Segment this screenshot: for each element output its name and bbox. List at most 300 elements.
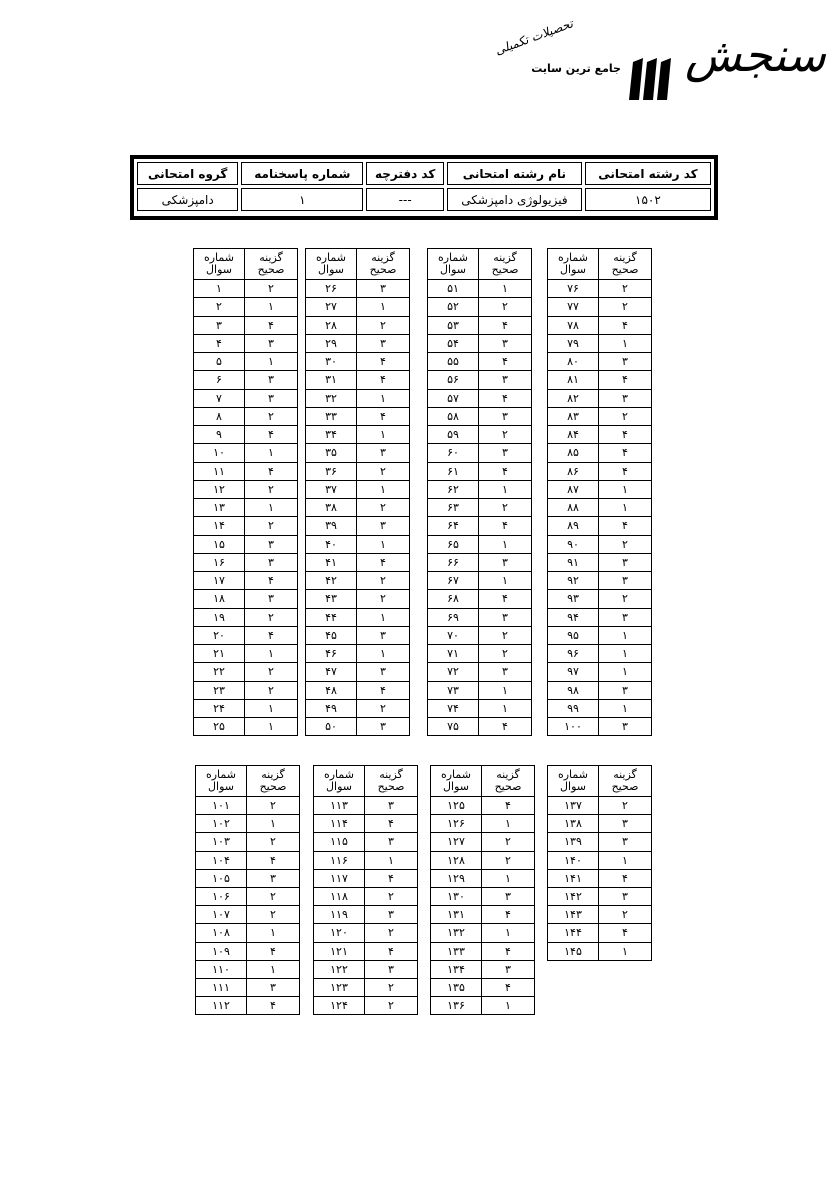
table-row <box>194 718 298 736</box>
correct-answer: ۴ <box>482 978 535 996</box>
correct-answer: ۴ <box>599 462 652 480</box>
table-row <box>314 906 418 924</box>
table-row <box>428 699 532 717</box>
table-row <box>194 608 298 626</box>
header-booklet-code: کد دفترچه <box>366 162 444 185</box>
question-number: ۱۲۵ <box>431 797 482 815</box>
table-row <box>306 535 410 553</box>
question-number: ۶۲ <box>428 480 479 498</box>
table-row <box>306 444 410 462</box>
question-number: ۷۱ <box>428 645 479 663</box>
table-row <box>431 887 535 905</box>
table-row <box>306 608 410 626</box>
question-number: ۹۶ <box>548 645 599 663</box>
table-row <box>548 718 652 736</box>
question-number: ۱۳۹ <box>548 833 599 851</box>
table-row <box>548 608 652 626</box>
correct-answer: ۴ <box>482 906 535 924</box>
table-row <box>306 572 410 590</box>
question-number: ۱۰۹ <box>196 942 247 960</box>
column-header-correct-answer: گزینه صحیح <box>482 766 535 797</box>
table-row <box>431 797 535 815</box>
question-number: ۹۴ <box>548 608 599 626</box>
correct-answer: ۳ <box>479 407 532 425</box>
correct-answer: ۱ <box>247 960 300 978</box>
question-number: ۱۲۷ <box>431 833 482 851</box>
correct-answer: ۳ <box>357 444 410 462</box>
question-number: ۱۷ <box>194 572 245 590</box>
header-field-code: کد رشته امتحانی <box>585 162 711 185</box>
correct-answer: ۴ <box>482 942 535 960</box>
table-row <box>548 869 652 887</box>
question-number: ۹۷ <box>548 663 599 681</box>
question-number: ۱۲۲ <box>314 960 365 978</box>
correct-answer: ۴ <box>245 316 298 334</box>
correct-answer: ۴ <box>599 316 652 334</box>
correct-answer: ۳ <box>599 815 652 833</box>
table-row <box>428 499 532 517</box>
correct-answer: ۱ <box>599 626 652 644</box>
table-row <box>428 718 532 736</box>
table-row <box>306 517 410 535</box>
question-number: ۸۲ <box>548 389 599 407</box>
correct-answer: ۳ <box>479 371 532 389</box>
correct-answer: ۱ <box>479 535 532 553</box>
table-row <box>196 815 300 833</box>
table-row <box>548 924 652 942</box>
question-number: ۳۹ <box>306 517 357 535</box>
question-number: ۱۴۲ <box>548 887 599 905</box>
table-row <box>548 426 652 444</box>
question-number: ۳۸ <box>306 499 357 517</box>
table-row <box>306 280 410 298</box>
question-number: ۱۱۱ <box>196 978 247 996</box>
question-number: ۱۰۰ <box>548 718 599 736</box>
correct-answer: ۲ <box>247 887 300 905</box>
table-row <box>428 298 532 316</box>
table-row <box>428 553 532 571</box>
correct-answer: ۳ <box>245 371 298 389</box>
table-row <box>306 590 410 608</box>
correct-answer: ۱ <box>357 389 410 407</box>
correct-answer: ۱ <box>599 480 652 498</box>
table-row <box>306 389 410 407</box>
header-answer-sheet-number: شماره پاسخنامه <box>241 162 363 185</box>
table-row <box>428 353 532 371</box>
table-row <box>548 444 652 462</box>
correct-answer: ۱ <box>479 280 532 298</box>
correct-answer: ۳ <box>599 718 652 736</box>
table-row <box>196 924 300 942</box>
question-number: ۶۰ <box>428 444 479 462</box>
correct-answer: ۳ <box>245 553 298 571</box>
correct-answer: ۲ <box>357 316 410 334</box>
question-number: ۱۳۲ <box>431 924 482 942</box>
question-number: ۱۰۶ <box>196 887 247 905</box>
question-number: ۱۰۳ <box>196 833 247 851</box>
table-row <box>196 942 300 960</box>
correct-answer: ۳ <box>357 718 410 736</box>
correct-answer: ۳ <box>357 517 410 535</box>
table-row <box>548 334 652 352</box>
question-number: ۱۲ <box>194 480 245 498</box>
question-number: ۱۰۸ <box>196 924 247 942</box>
question-number: ۱۰۴ <box>196 851 247 869</box>
correct-answer: ۳ <box>599 887 652 905</box>
table-row <box>428 535 532 553</box>
question-number: ۷۹ <box>548 334 599 352</box>
correct-answer: ۴ <box>479 590 532 608</box>
correct-answer: ۳ <box>479 663 532 681</box>
table-row <box>306 645 410 663</box>
logo-brand: سنجش <box>685 28 826 82</box>
table-row <box>306 480 410 498</box>
table-row <box>548 572 652 590</box>
question-number: ۵۳ <box>428 316 479 334</box>
correct-answer: ۲ <box>247 797 300 815</box>
correct-answer: ۱ <box>245 298 298 316</box>
correct-answer: ۲ <box>357 499 410 517</box>
question-number: ۱۲۱ <box>314 942 365 960</box>
question-number: ۲۳ <box>194 681 245 699</box>
question-number: ۷۸ <box>548 316 599 334</box>
correct-answer: ۴ <box>599 869 652 887</box>
question-number: ۲۰ <box>194 626 245 644</box>
correct-answer: ۱ <box>357 608 410 626</box>
table-row <box>548 553 652 571</box>
correct-answer: ۲ <box>599 280 652 298</box>
correct-answer: ۱ <box>599 663 652 681</box>
table-row <box>548 499 652 517</box>
table-row <box>194 681 298 699</box>
table-row <box>194 553 298 571</box>
table-row <box>548 462 652 480</box>
table-row <box>548 833 652 851</box>
correct-answer: ۴ <box>599 371 652 389</box>
correct-answer: ۱ <box>482 815 535 833</box>
correct-answer: ۱ <box>357 298 410 316</box>
question-number: ۴۴ <box>306 608 357 626</box>
table-row <box>194 407 298 425</box>
table-row <box>194 426 298 444</box>
correct-answer: ۴ <box>599 426 652 444</box>
value-answer-sheet-number: ۱ <box>241 188 363 211</box>
correct-answer: ۱ <box>245 645 298 663</box>
question-number: ۴۲ <box>306 572 357 590</box>
logo <box>485 16 826 100</box>
question-number: ۱۳۰ <box>431 887 482 905</box>
table-row <box>431 924 535 942</box>
question-number: ۱۲۴ <box>314 997 365 1015</box>
question-number: ۴۷ <box>306 663 357 681</box>
table-row <box>428 590 532 608</box>
table-row <box>548 407 652 425</box>
table-row <box>194 334 298 352</box>
correct-answer: ۱ <box>599 499 652 517</box>
question-number: ۷۰ <box>428 626 479 644</box>
correct-answer: ۳ <box>599 681 652 699</box>
correct-answer: ۴ <box>357 353 410 371</box>
question-number: ۸۱ <box>548 371 599 389</box>
question-number: ۸۰ <box>548 353 599 371</box>
table-row <box>306 718 410 736</box>
table2-group-2 <box>313 765 418 1015</box>
table-row <box>548 280 652 298</box>
table-row <box>194 280 298 298</box>
table-row <box>548 797 652 815</box>
table-row <box>548 353 652 371</box>
question-number: ۹۳ <box>548 590 599 608</box>
correct-answer: ۴ <box>357 371 410 389</box>
table-row <box>306 298 410 316</box>
logo-book-icon <box>627 58 675 100</box>
correct-answer: ۲ <box>482 833 535 851</box>
table-row <box>194 480 298 498</box>
table-row <box>314 997 418 1015</box>
table-row <box>306 699 410 717</box>
question-number: ۱۱۳ <box>314 797 365 815</box>
table-row <box>548 906 652 924</box>
correct-answer: ۱ <box>245 699 298 717</box>
table-row <box>194 535 298 553</box>
table-row <box>194 353 298 371</box>
correct-answer: ۴ <box>247 942 300 960</box>
correct-answer: ۴ <box>479 718 532 736</box>
table-row <box>428 316 532 334</box>
table-row <box>548 681 652 699</box>
table-row <box>306 426 410 444</box>
table-row <box>431 978 535 996</box>
table-row <box>306 407 410 425</box>
correct-answer: ۱ <box>482 997 535 1015</box>
correct-answer: ۱ <box>245 353 298 371</box>
correct-answer: ۳ <box>245 334 298 352</box>
question-number: ۱۱۷ <box>314 869 365 887</box>
question-number: ۱۳۶ <box>431 997 482 1015</box>
correct-answer: ۲ <box>599 407 652 425</box>
question-number: ۶۵ <box>428 535 479 553</box>
question-number: ۱۹ <box>194 608 245 626</box>
correct-answer: ۴ <box>479 316 532 334</box>
table-row <box>548 887 652 905</box>
question-number: ۱۰۱ <box>196 797 247 815</box>
question-number: ۸۳ <box>548 407 599 425</box>
question-number: ۶۴ <box>428 517 479 535</box>
question-number: ۸۴ <box>548 426 599 444</box>
table-row <box>548 663 652 681</box>
correct-answer: ۳ <box>479 608 532 626</box>
question-number: ۹۸ <box>548 681 599 699</box>
table-row <box>314 851 418 869</box>
table-row <box>428 480 532 498</box>
correct-answer: ۱ <box>357 535 410 553</box>
table-row <box>196 997 300 1015</box>
question-number: ۱۲۳ <box>314 978 365 996</box>
table-row <box>314 797 418 815</box>
question-number: ۹۵ <box>548 626 599 644</box>
table-row <box>428 663 532 681</box>
question-number: ۴۵ <box>306 626 357 644</box>
table2-group-4 <box>547 765 652 961</box>
question-number: ۱۱۹ <box>314 906 365 924</box>
question-number: ۳ <box>194 316 245 334</box>
column-header-question-number: شماره سوال <box>431 766 482 797</box>
correct-answer: ۳ <box>479 334 532 352</box>
correct-answer: ۲ <box>357 462 410 480</box>
correct-answer: ۲ <box>245 407 298 425</box>
question-number: ۱۳۵ <box>431 978 482 996</box>
question-number: ۶۶ <box>428 553 479 571</box>
correct-answer: ۱ <box>357 426 410 444</box>
table-row <box>194 316 298 334</box>
value-exam-group: دامپزشکی <box>137 188 238 211</box>
question-number: ۱۴۰ <box>548 851 599 869</box>
correct-answer: ۲ <box>479 426 532 444</box>
question-number: ۱۵ <box>194 535 245 553</box>
exam-info-table <box>130 155 718 220</box>
question-number: ۵۰ <box>306 718 357 736</box>
value-field-code: ۱۵۰۲ <box>585 188 711 211</box>
correct-answer: ۲ <box>365 997 418 1015</box>
question-number: ۲۵ <box>194 718 245 736</box>
question-number: ۶۹ <box>428 608 479 626</box>
table-row <box>194 499 298 517</box>
question-number: ۵۱ <box>428 280 479 298</box>
correct-answer: ۱ <box>365 851 418 869</box>
correct-answer: ۲ <box>245 663 298 681</box>
table-row <box>548 815 652 833</box>
correct-answer: ۳ <box>479 444 532 462</box>
table-row <box>548 517 652 535</box>
table-row <box>196 851 300 869</box>
table-row <box>196 797 300 815</box>
table-row <box>194 517 298 535</box>
correct-answer: ۳ <box>482 887 535 905</box>
question-number: ۱۰ <box>194 444 245 462</box>
table-row <box>548 535 652 553</box>
correct-answer: ۴ <box>245 426 298 444</box>
question-number: ۴۶ <box>306 645 357 663</box>
question-number: ۱۴۵ <box>548 942 599 960</box>
column-header-correct-answer: گزینه صحیح <box>247 766 300 797</box>
correct-answer: ۳ <box>357 626 410 644</box>
table-row <box>428 444 532 462</box>
question-number: ۱۱۰ <box>196 960 247 978</box>
correct-answer: ۳ <box>247 869 300 887</box>
question-number: ۱۳۴ <box>431 960 482 978</box>
correct-answer: ۲ <box>599 797 652 815</box>
question-number: ۶۸ <box>428 590 479 608</box>
correct-answer: ۴ <box>479 353 532 371</box>
correct-answer: ۴ <box>245 626 298 644</box>
correct-answer: ۱ <box>479 480 532 498</box>
correct-answer: ۴ <box>245 572 298 590</box>
correct-answer: ۲ <box>479 626 532 644</box>
column-header-question-number: شماره سوال <box>194 249 245 280</box>
table-row <box>431 906 535 924</box>
correct-answer: ۱ <box>247 924 300 942</box>
question-number: ۷۳ <box>428 681 479 699</box>
question-number: ۱۴۴ <box>548 924 599 942</box>
column-header-question-number: شماره سوال <box>196 766 247 797</box>
correct-answer: ۲ <box>599 590 652 608</box>
correct-answer: ۲ <box>245 681 298 699</box>
correct-answer: ۲ <box>365 887 418 905</box>
question-number: ۵۷ <box>428 389 479 407</box>
question-number: ۱۱۶ <box>314 851 365 869</box>
value-field-name: فیزیولوژی دامپزشکی <box>447 188 582 211</box>
question-number: ۳۴ <box>306 426 357 444</box>
correct-answer: ۱ <box>479 681 532 699</box>
question-number: ۱۱۲ <box>196 997 247 1015</box>
correct-answer: ۱ <box>479 572 532 590</box>
table-row <box>428 426 532 444</box>
question-number: ۱۲۸ <box>431 851 482 869</box>
question-number: ۳۷ <box>306 480 357 498</box>
header-exam-group: گروه امتحانی <box>137 162 238 185</box>
table-row <box>431 869 535 887</box>
question-number: ۹۰ <box>548 535 599 553</box>
table-row <box>196 833 300 851</box>
question-number: ۱۲۹ <box>431 869 482 887</box>
correct-answer: ۲ <box>599 535 652 553</box>
question-number: ۱۳۱ <box>431 906 482 924</box>
table1-group-2 <box>305 248 410 736</box>
correct-answer: ۲ <box>365 924 418 942</box>
table-row <box>314 815 418 833</box>
question-number: ۲ <box>194 298 245 316</box>
table-row <box>548 645 652 663</box>
table-row <box>428 334 532 352</box>
question-number: ۱۱۸ <box>314 887 365 905</box>
correct-answer: ۳ <box>245 535 298 553</box>
question-number: ۴۱ <box>306 553 357 571</box>
correct-answer: ۴ <box>357 407 410 425</box>
correct-answer: ۱ <box>599 699 652 717</box>
table-row <box>548 851 652 869</box>
table-row <box>194 371 298 389</box>
question-number: ۱۴۳ <box>548 906 599 924</box>
table-row <box>314 833 418 851</box>
table-row <box>194 572 298 590</box>
correct-answer: ۱ <box>599 645 652 663</box>
question-number: ۷۷ <box>548 298 599 316</box>
value-booklet-code: --- <box>366 188 444 211</box>
correct-answer: ۲ <box>245 480 298 498</box>
question-number: ۳۱ <box>306 371 357 389</box>
question-number: ۸۶ <box>548 462 599 480</box>
question-number: ۴۸ <box>306 681 357 699</box>
question-number: ۸ <box>194 407 245 425</box>
table-row <box>431 833 535 851</box>
correct-answer: ۴ <box>357 681 410 699</box>
question-number: ۹ <box>194 426 245 444</box>
question-number: ۷۴ <box>428 699 479 717</box>
table-row <box>314 887 418 905</box>
table-row <box>306 499 410 517</box>
correct-answer: ۱ <box>357 645 410 663</box>
correct-answer: ۱ <box>245 718 298 736</box>
question-number: ۲۶ <box>306 280 357 298</box>
table-row <box>428 645 532 663</box>
question-number: ۱۰۵ <box>196 869 247 887</box>
table-row <box>548 590 652 608</box>
question-number: ۶۷ <box>428 572 479 590</box>
correct-answer: ۱ <box>479 699 532 717</box>
question-number: ۱۴ <box>194 517 245 535</box>
correct-answer: ۱ <box>247 815 300 833</box>
table1-group-4 <box>547 248 652 736</box>
